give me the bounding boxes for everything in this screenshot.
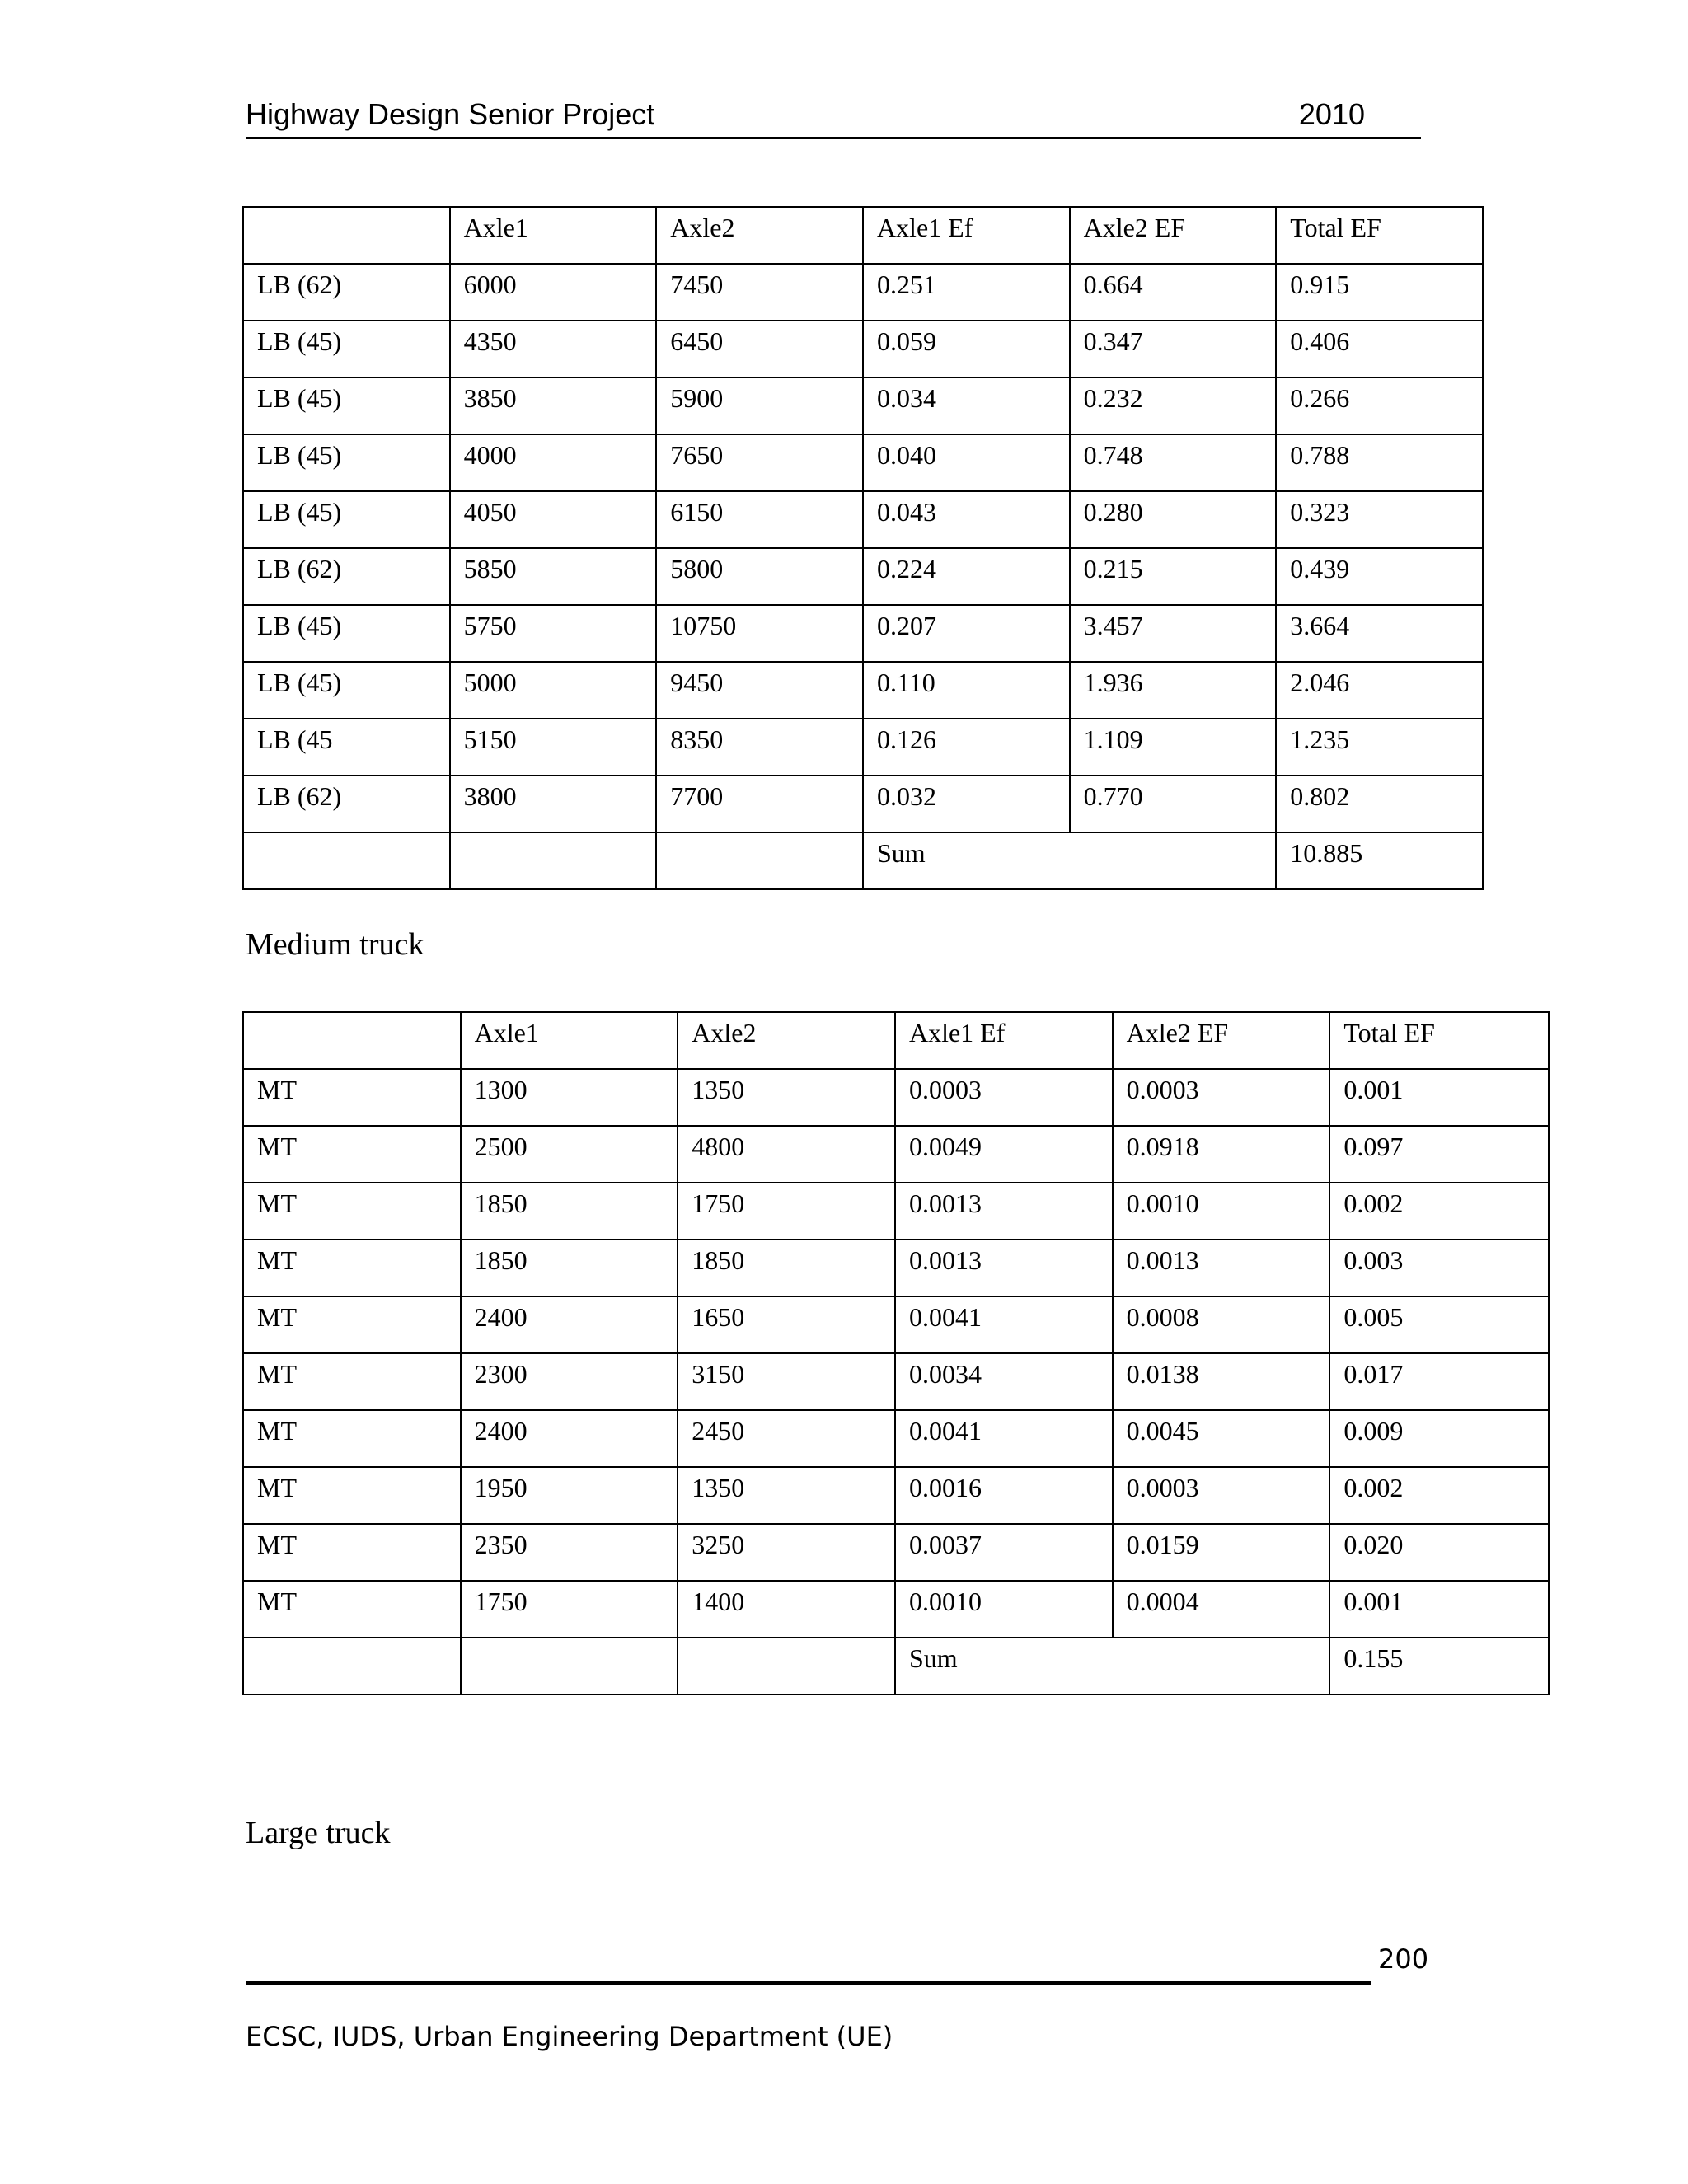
table-cell: 0.224: [863, 548, 1070, 605]
table-cell: LB (62): [243, 776, 450, 832]
table-row: [243, 1240, 1549, 1296]
table-cell: LB (45): [243, 662, 450, 719]
table-cell: 0.406: [1276, 321, 1483, 377]
table-cell: 0.110: [863, 662, 1070, 719]
column-header: Axle2 EF: [1113, 1012, 1330, 1069]
table-cell: 0.040: [863, 434, 1070, 491]
table-cell: 0.0049: [895, 1126, 1113, 1183]
table-cell: 0.059: [863, 321, 1070, 377]
table-cell: 5150: [450, 719, 657, 776]
table-cell: LB (45): [243, 377, 450, 434]
table-cell: 0.0008: [1113, 1296, 1330, 1353]
table-row: [243, 605, 1483, 662]
table-row: [243, 719, 1483, 776]
table-cell: 0.439: [1276, 548, 1483, 605]
sum-label: Sum: [895, 1638, 1329, 1694]
table-cell: 1400: [678, 1581, 895, 1638]
table-cell: 5000: [450, 662, 657, 719]
table-cell: 5750: [450, 605, 657, 662]
table-cell: 0.0010: [895, 1581, 1113, 1638]
empty-cell: [243, 832, 450, 889]
table-cell: LB (45): [243, 605, 450, 662]
light-bus-ef-table: [242, 206, 1484, 890]
table-cell: LB (62): [243, 264, 450, 321]
medium-truck-ef-table: [242, 1011, 1550, 1695]
table-cell: LB (62): [243, 548, 450, 605]
table-row: [243, 1467, 1549, 1524]
table-cell: 2300: [461, 1353, 678, 1410]
table-cell: 0.266: [1276, 377, 1483, 434]
table-cell: 0.0013: [895, 1183, 1113, 1240]
table-cell: MT: [243, 1183, 461, 1240]
table-cell: 0.097: [1329, 1126, 1549, 1183]
table-cell: 3.664: [1276, 605, 1483, 662]
column-header: Total EF: [1276, 207, 1483, 264]
table-cell: 3850: [450, 377, 657, 434]
table-cell: 1850: [678, 1240, 895, 1296]
table-cell: 0.032: [863, 776, 1070, 832]
table-cell: 0.0003: [1113, 1467, 1330, 1524]
empty-cell: [450, 832, 657, 889]
table-cell: 1350: [678, 1467, 895, 1524]
table-cell: 5800: [656, 548, 863, 605]
table-cell: 7700: [656, 776, 863, 832]
column-header: Axle1 Ef: [863, 207, 1070, 264]
table-cell: MT: [243, 1296, 461, 1353]
table-cell: LB (45: [243, 719, 450, 776]
column-header: Axle1 Ef: [895, 1012, 1113, 1069]
table-cell: 0.001: [1329, 1581, 1549, 1638]
table-cell: 1950: [461, 1467, 678, 1524]
table-cell: 1.936: [1070, 662, 1277, 719]
table-row: [243, 434, 1483, 491]
table-cell: 0.0045: [1113, 1410, 1330, 1467]
table-cell: 0.215: [1070, 548, 1277, 605]
table-cell: 0.009: [1329, 1410, 1549, 1467]
table-cell: 0.347: [1070, 321, 1277, 377]
table-cell: 0.0037: [895, 1524, 1113, 1581]
table-cell: 0.664: [1070, 264, 1277, 321]
table-cell: 1350: [678, 1069, 895, 1126]
table-cell: 0.003: [1329, 1240, 1549, 1296]
table-cell: 2400: [461, 1296, 678, 1353]
table-cell: 1650: [678, 1296, 895, 1353]
table-cell: 0.005: [1329, 1296, 1549, 1353]
table-cell: 0.0041: [895, 1410, 1113, 1467]
empty-cell: [243, 1638, 461, 1694]
table-cell: 2.046: [1276, 662, 1483, 719]
table-cell: 9450: [656, 662, 863, 719]
table-row: [243, 1296, 1549, 1353]
table-cell: 1850: [461, 1240, 678, 1296]
table-cell: 0.0004: [1113, 1581, 1330, 1638]
table-row: [243, 776, 1483, 832]
table-cell: 0.0016: [895, 1467, 1113, 1524]
table-cell: 7450: [656, 264, 863, 321]
column-header: [243, 207, 450, 264]
table-cell: MT: [243, 1240, 461, 1296]
table-cell: 0.0159: [1113, 1524, 1330, 1581]
table-cell: 0.0010: [1113, 1183, 1330, 1240]
table-cell: 0.0041: [895, 1296, 1113, 1353]
table-cell: 0.802: [1276, 776, 1483, 832]
table-row: [243, 1069, 1549, 1126]
table-row: [243, 491, 1483, 548]
table-cell: 4800: [678, 1126, 895, 1183]
table-cell: 5850: [450, 548, 657, 605]
column-header: [243, 1012, 461, 1069]
table-cell: 0.0013: [1113, 1240, 1330, 1296]
table-cell: MT: [243, 1353, 461, 1410]
table-cell: 0.126: [863, 719, 1070, 776]
large-truck-heading: Large truck: [246, 1816, 391, 1850]
table-cell: 4000: [450, 434, 657, 491]
table-cell: 0.207: [863, 605, 1070, 662]
table-cell: MT: [243, 1467, 461, 1524]
column-header: Axle1: [450, 207, 657, 264]
table-header-row: [243, 207, 1483, 264]
table-row: [243, 1524, 1549, 1581]
column-header: Axle2: [678, 1012, 895, 1069]
document-year: 2010: [1298, 97, 1365, 131]
table-header-row: [243, 1012, 1549, 1069]
table-cell: 3150: [678, 1353, 895, 1410]
table-cell: 7650: [656, 434, 863, 491]
table-cell: 2400: [461, 1410, 678, 1467]
table-cell: 0.0003: [1113, 1069, 1330, 1126]
document-title: Highway Design Senior Project: [246, 97, 655, 131]
table-row: [243, 662, 1483, 719]
table-cell: 0.0013: [895, 1240, 1113, 1296]
table-cell: 0.323: [1276, 491, 1483, 548]
table-cell: 2450: [678, 1410, 895, 1467]
table-row: [243, 548, 1483, 605]
table-cell: 0.0138: [1113, 1353, 1330, 1410]
table-cell: 0.770: [1070, 776, 1277, 832]
table-cell: 0.002: [1329, 1467, 1549, 1524]
table-cell: 1750: [678, 1183, 895, 1240]
sum-label: Sum: [863, 832, 1276, 889]
table-cell: 0.017: [1329, 1353, 1549, 1410]
table-cell: 0.251: [863, 264, 1070, 321]
table-row: [243, 264, 1483, 321]
table-cell: 0.001: [1329, 1069, 1549, 1126]
sum-row: [243, 1638, 1549, 1694]
table-cell: 10750: [656, 605, 863, 662]
table-cell: 0.0003: [895, 1069, 1113, 1126]
empty-cell: [678, 1638, 895, 1694]
column-header: Axle2: [656, 207, 863, 264]
table-cell: 0.020: [1329, 1524, 1549, 1581]
table-cell: 0.034: [863, 377, 1070, 434]
table-cell: 0.788: [1276, 434, 1483, 491]
table-cell: 3250: [678, 1524, 895, 1581]
column-header: Total EF: [1329, 1012, 1549, 1069]
table-row: [243, 377, 1483, 434]
table-cell: 1300: [461, 1069, 678, 1126]
sum-value: 0.155: [1329, 1638, 1549, 1694]
table-row: [243, 1581, 1549, 1638]
table-cell: 0.915: [1276, 264, 1483, 321]
table-cell: 0.0034: [895, 1353, 1113, 1410]
table-cell: MT: [243, 1410, 461, 1467]
sum-value: 10.885: [1276, 832, 1483, 889]
table-cell: MT: [243, 1069, 461, 1126]
table-row: [243, 1410, 1549, 1467]
table-cell: 2500: [461, 1126, 678, 1183]
table-cell: 0.232: [1070, 377, 1277, 434]
table-cell: 1750: [461, 1581, 678, 1638]
table-cell: MT: [243, 1126, 461, 1183]
table-cell: 8350: [656, 719, 863, 776]
table-cell: 6150: [656, 491, 863, 548]
footer-divider: [246, 1981, 1372, 1985]
table-cell: 4050: [450, 491, 657, 548]
table-cell: 2350: [461, 1524, 678, 1581]
table-cell: 0.748: [1070, 434, 1277, 491]
table-cell: 6450: [656, 321, 863, 377]
table-cell: 3.457: [1070, 605, 1277, 662]
table-cell: LB (45): [243, 491, 450, 548]
table-cell: 0.002: [1329, 1183, 1549, 1240]
table-row: [243, 1353, 1549, 1410]
table-cell: 0.043: [863, 491, 1070, 548]
column-header: Axle1: [461, 1012, 678, 1069]
empty-cell: [461, 1638, 678, 1694]
table-cell: 3800: [450, 776, 657, 832]
table-cell: 1.109: [1070, 719, 1277, 776]
page-footer: ECSC, IUDS, Urban Engineering Department (UE): [246, 2021, 893, 2052]
table-cell: 0.0918: [1113, 1126, 1330, 1183]
table-cell: 0.280: [1070, 491, 1277, 548]
table-cell: 6000: [450, 264, 657, 321]
table-cell: 1850: [461, 1183, 678, 1240]
table-row: [243, 321, 1483, 377]
page-number: 200: [1378, 1943, 1429, 1975]
table-row: [243, 1126, 1549, 1183]
sum-row: [243, 832, 1483, 889]
medium-truck-heading: Medium truck: [246, 927, 424, 962]
table-cell: 1.235: [1276, 719, 1483, 776]
page-header: [246, 97, 1421, 139]
table-cell: 5900: [656, 377, 863, 434]
table-cell: 4350: [450, 321, 657, 377]
table-cell: LB (45): [243, 434, 450, 491]
empty-cell: [656, 832, 863, 889]
table-cell: MT: [243, 1524, 461, 1581]
table-cell: LB (45): [243, 321, 450, 377]
table-row: [243, 1183, 1549, 1240]
column-header: Axle2 EF: [1070, 207, 1277, 264]
table-cell: MT: [243, 1581, 461, 1638]
